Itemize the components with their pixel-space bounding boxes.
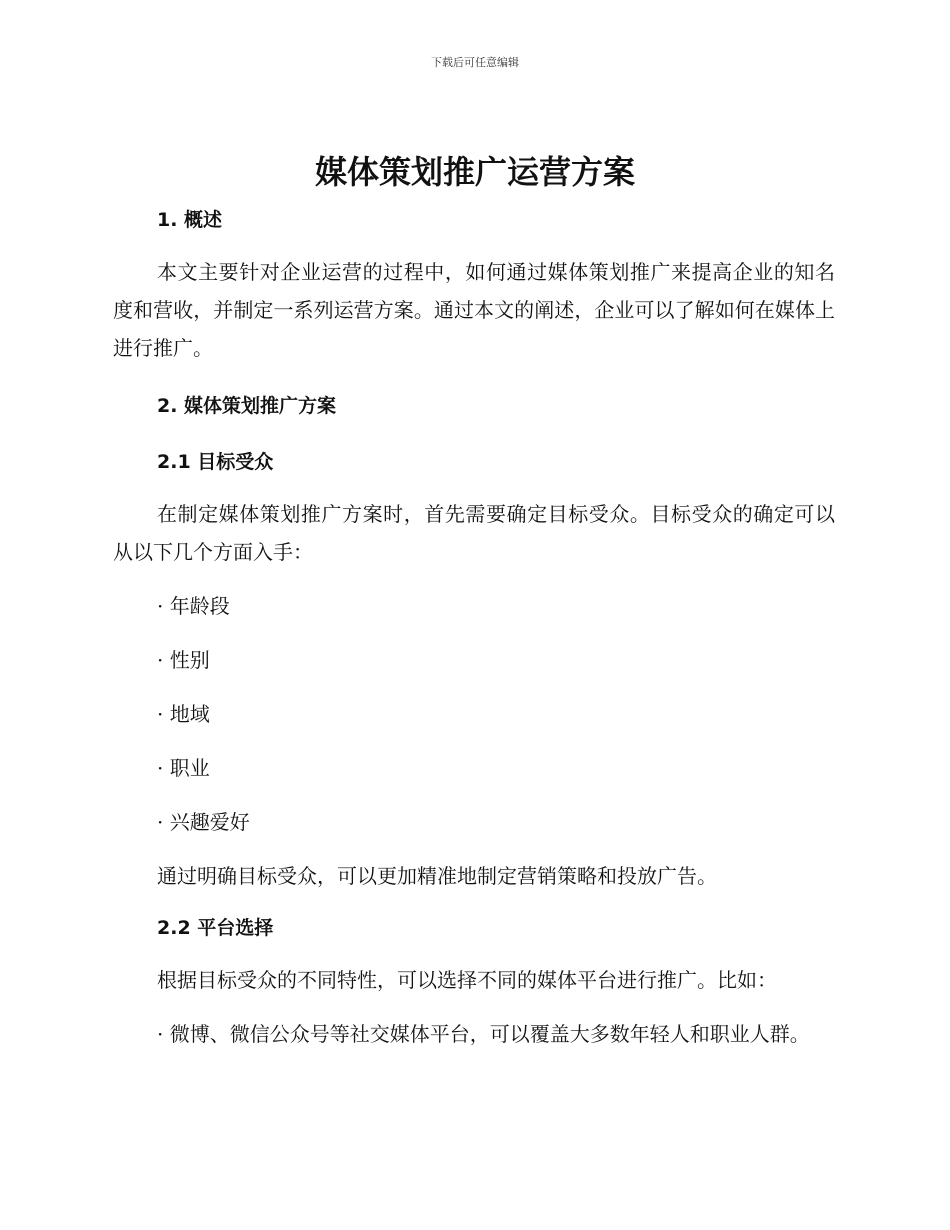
bullet-social-media: · 微博、微信公众号等社交媒体平台，可以覆盖大多数年轻人和职业人群。 (157, 1022, 810, 1046)
section-1-paragraph: 本文主要针对企业运营的过程中，如何通过媒体策划推广来提高企业的知名度和营收，并制定一系列运营方案。通过本文的阐述，企业可以了解如何在媒体上进行推广。 (113, 260, 835, 360)
bullet-interests: · 兴趣爱好 (157, 810, 250, 834)
section-2-1-heading: 2.1 目标受众 (157, 451, 274, 473)
section-2-1-summary: 通过明确目标受众，可以更加精准地制定营销策略和投放广告。 (157, 864, 717, 888)
section-2-2-paragraph: 根据目标受众的不同特性，可以选择不同的媒体平台进行推广。比如： (157, 968, 777, 992)
bullet-age: · 年龄段 (157, 594, 230, 618)
document-body (113, 203, 835, 1053)
header-note: 下载后可任意编辑 (431, 56, 519, 69)
bullet-gender: · 性别 (157, 648, 210, 672)
document-title: 媒体策划推广运营方案 (314, 153, 635, 191)
bullet-occupation: · 职业 (157, 756, 210, 780)
section-1-heading: 1. 概述 (157, 209, 223, 231)
section-2-2-heading: 2.2 平台选择 (157, 917, 274, 939)
bullet-region: · 地域 (157, 702, 210, 726)
section-2-heading: 2. 媒体策划推广方案 (157, 395, 337, 417)
section-2-1-paragraph: 在制定媒体策划推广方案时，首先需要确定目标受众。目标受众的确定可以从以下几个方面入手： (113, 502, 835, 564)
